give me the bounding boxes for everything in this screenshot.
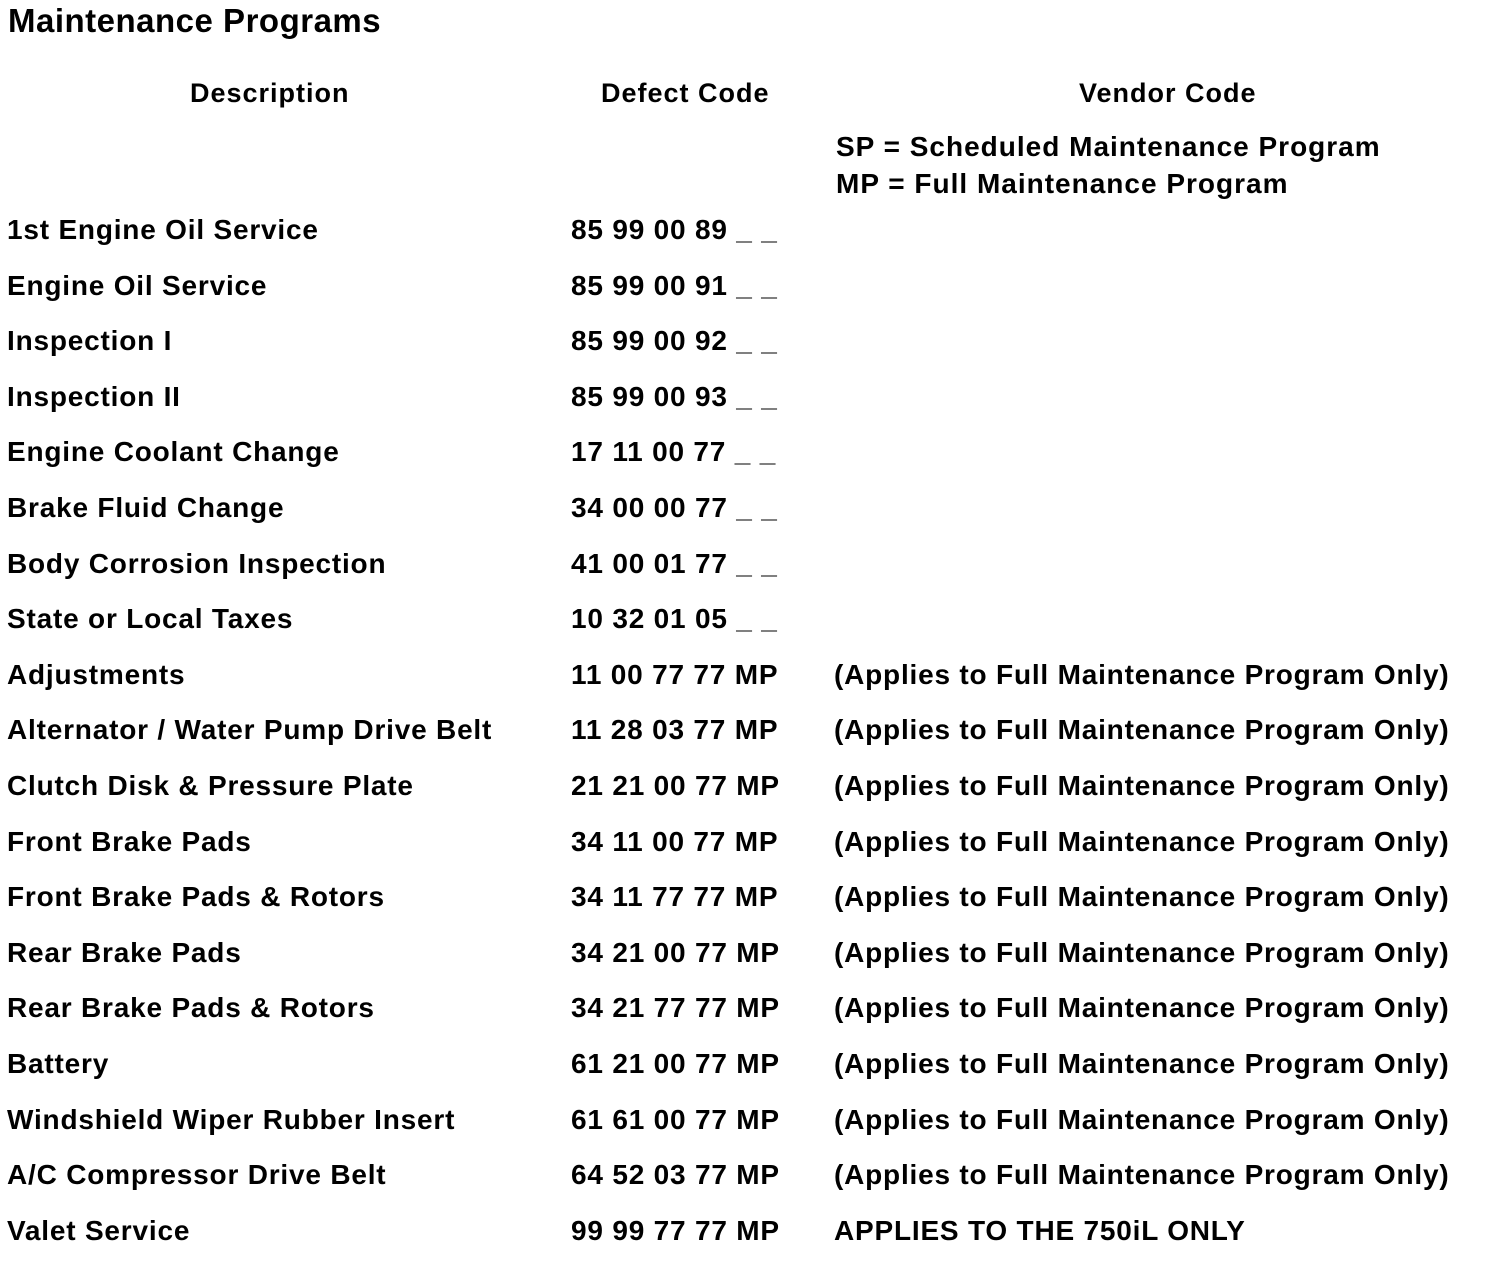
row-vendor-code: (Applies to Full Maintenance Program Only) [834, 769, 1450, 801]
row-defect-code: 85 99 00 89 _ _ [571, 214, 778, 245]
table-row [0, 325, 1488, 381]
column-header-vendor-code: Vendor Code [1079, 78, 1257, 108]
table-row [0, 492, 1488, 548]
table-row [0, 1048, 1488, 1104]
row-defect-code: 34 11 00 77 MP [571, 825, 779, 857]
table-row [0, 937, 1488, 993]
row-defect-code: 11 00 77 77 MP [571, 658, 779, 690]
row-description: Alternator / Water Pump Drive Belt [7, 714, 493, 746]
row-defect-code: 10 32 01 05 _ _ [571, 603, 778, 635]
table-row [0, 1215, 1488, 1270]
table-row [0, 881, 1488, 937]
row-description: Windshield Wiper Rubber Insert [7, 1103, 456, 1135]
row-defect-code: 61 61 00 77 MP [571, 1103, 780, 1135]
row-description: Adjustments [7, 658, 186, 690]
page-title: Maintenance Programs [8, 2, 382, 39]
row-defect-code: 85 99 00 93 _ _ [571, 380, 778, 412]
row-vendor-code: (Applies to Full Maintenance Program Only) [834, 936, 1450, 968]
column-header-defect-code: Defect Code [601, 78, 770, 108]
table-row [0, 826, 1488, 882]
row-vendor-code: (Applies to Full Maintenance Program Only) [834, 1159, 1450, 1191]
row-defect-code: 21 21 00 77 MP [571, 769, 780, 801]
row-description: Battery [7, 1047, 110, 1079]
row-description: Inspection I [7, 325, 173, 357]
row-defect-code: 85 99 00 91 _ _ [571, 269, 778, 301]
row-description: Valet Service [7, 1214, 191, 1246]
row-vendor-code: (Applies to Full Maintenance Program Only) [834, 658, 1450, 690]
program-table [0, 214, 1488, 1270]
row-defect-code: 11 28 03 77 MP [571, 714, 779, 746]
row-defect-code: 34 00 00 77 _ _ [571, 491, 778, 523]
table-row [0, 548, 1488, 604]
table-row [0, 992, 1488, 1048]
table-row [0, 214, 1488, 270]
row-defect-code: 64 52 03 77 MP [571, 1159, 780, 1191]
row-description: Rear Brake Pads & Rotors [7, 992, 375, 1024]
table-row [0, 436, 1488, 492]
column-header-description: Description [190, 78, 350, 108]
table-row [0, 659, 1488, 715]
row-description: Front Brake Pads & Rotors [7, 881, 385, 913]
row-description: A/C Compressor Drive Belt [7, 1159, 387, 1191]
row-description: Engine Coolant Change [7, 436, 340, 468]
table-row [0, 1104, 1488, 1160]
row-vendor-code: (Applies to Full Maintenance Program Only) [834, 714, 1450, 746]
row-defect-code: 41 00 01 77 _ _ [571, 547, 778, 579]
row-description: Body Corrosion Inspection [7, 547, 387, 579]
row-vendor-code: (Applies to Full Maintenance Program Only) [834, 825, 1450, 857]
legend-sp: SP = Scheduled Maintenance Program [836, 131, 1381, 162]
row-vendor-code: (Applies to Full Maintenance Program Only) [834, 1103, 1450, 1135]
row-description: Clutch Disk & Pressure Plate [7, 769, 414, 801]
row-description: Front Brake Pads [7, 825, 252, 857]
row-vendor-code: (Applies to Full Maintenance Program Only) [834, 992, 1450, 1024]
row-vendor-code: (Applies to Full Maintenance Program Only) [834, 881, 1450, 913]
table-row [0, 714, 1488, 770]
row-vendor-code: (Applies to Full Maintenance Program Only) [834, 1047, 1450, 1079]
row-defect-code: 61 21 00 77 MP [571, 1047, 780, 1079]
row-vendor-code: APPLIES TO THE 750iL ONLY [834, 1214, 1246, 1246]
row-description: Rear Brake Pads [7, 936, 242, 968]
row-defect-code: 34 21 77 77 MP [571, 992, 780, 1024]
table-row [0, 381, 1488, 437]
row-description: State or Local Taxes [7, 603, 294, 635]
row-defect-code: 34 21 00 77 MP [571, 936, 780, 968]
row-description: 1st Engine Oil Service [7, 214, 319, 245]
table-row [0, 770, 1488, 826]
table-row [0, 603, 1488, 659]
legend-mp: MP = Full Maintenance Program [836, 168, 1289, 199]
table-row [0, 1159, 1488, 1215]
row-defect-code: 99 99 77 77 MP [571, 1214, 780, 1246]
row-defect-code: 85 99 00 92 _ _ [571, 325, 778, 357]
table-row [0, 270, 1488, 326]
row-description: Brake Fluid Change [7, 491, 285, 523]
row-defect-code: 34 11 77 77 MP [571, 881, 779, 913]
row-defect-code: 17 11 00 77 _ _ [571, 436, 777, 468]
row-description: Engine Oil Service [7, 269, 268, 301]
row-description: Inspection II [7, 380, 181, 412]
